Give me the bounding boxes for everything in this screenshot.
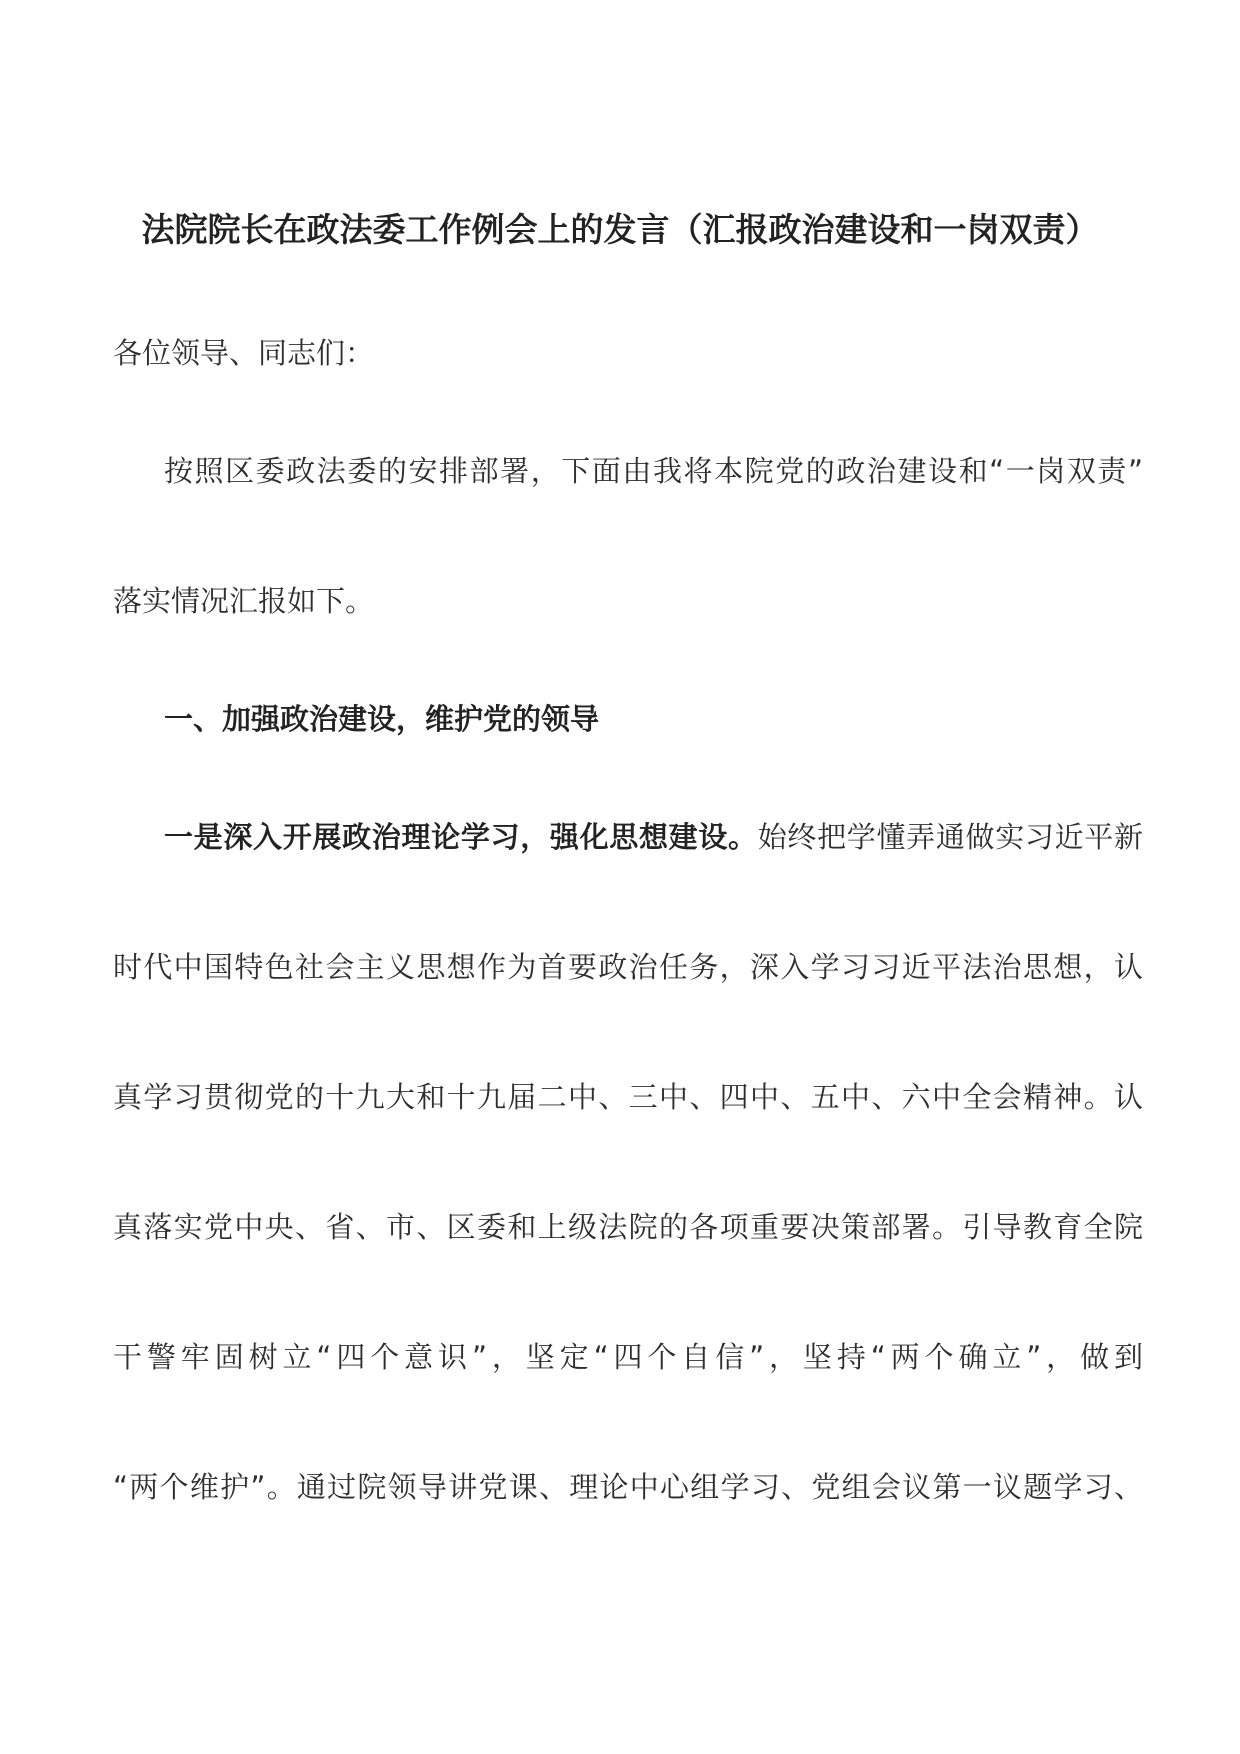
intro-line-1: 按照区委政法委的安排部署，下面由我将本院党的政治建设和“一岗双责”	[164, 454, 1143, 488]
point-1-line-1-text: 始终把学懂弄通做实习近平新	[757, 820, 1143, 854]
salutation: 各位领导、同志们：	[113, 336, 375, 370]
section-heading: 一、加强政治建设，维护党的领导	[164, 702, 600, 736]
point-1-line-2: 时代中国特色社会主义思想作为首要政治任务，深入学习习近平法治思想，认	[113, 950, 1143, 984]
intro-line-2: 落实情况汇报如下。	[113, 584, 375, 618]
point-1-line-5: 干警牢固树立“四个意识”，坚定“四个自信”，坚持“两个确立”，做到	[113, 1340, 1143, 1374]
point-1-line-6: “两个维护”。通过院领导讲党课、理论中心组学习、党组会议第一议题学习、	[113, 1470, 1143, 1504]
document-title: 法院院长在政法委工作例会上的发言（汇报政治建设和一岗双责）	[141, 210, 1099, 249]
point-1-line-4: 真落实党中央、省、市、区委和上级法院的各项重要决策部署。引导教育全院	[113, 1210, 1143, 1244]
point-1-line-3: 真学习贯彻党的十九大和十九届二中、三中、四中、五中、六中全会精神。认	[113, 1080, 1143, 1114]
point-1-line-1	[164, 812, 1143, 862]
point-1-lead: 一是深入开展政治理论学习，强化思想建设。	[164, 820, 758, 854]
